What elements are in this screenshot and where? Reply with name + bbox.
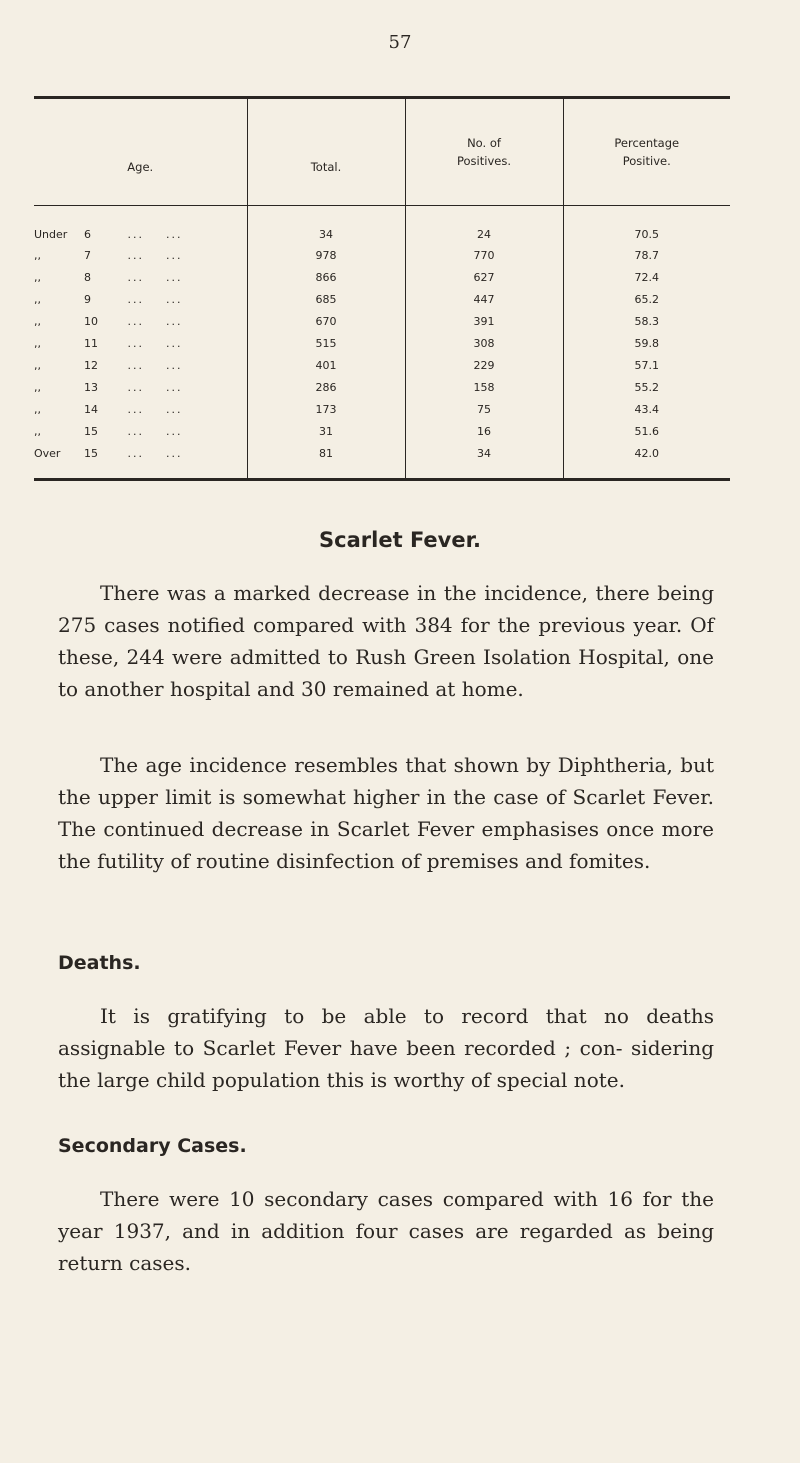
age-value: 9 — [84, 292, 91, 306]
age-value: 6 — [84, 227, 91, 241]
leader-dots: ... — [127, 402, 144, 416]
age-cell — [34, 244, 247, 266]
age-cell — [34, 442, 247, 478]
leader-dots: ... — [127, 336, 144, 350]
header-percentage — [563, 99, 730, 206]
leader-dots: ... — [165, 402, 183, 416]
age-value: 13 — [84, 380, 98, 394]
scarlet-fever-paragraph-2: The age incidence resembles that shown by Diphtheria, but the upper limit is somewhat higher in the case of Scarlet Fever. The continued decrease in Scarlet Fever emphasises once more the futility of routine disinfection of premises and fomites. — [58, 753, 714, 873]
header-percentage-line2: Positive. — [622, 154, 671, 168]
positives-cell: 229 — [405, 354, 563, 376]
table-row — [34, 420, 730, 442]
leader-dots: ... — [165, 336, 183, 350]
leader-dots: ... — [127, 227, 144, 241]
leader-dots: ... — [165, 446, 183, 460]
leader-dots: ... — [127, 380, 144, 394]
positives-cell: 447 — [405, 288, 563, 310]
percentage-cell: 72.4 — [563, 266, 730, 288]
table-row — [34, 288, 730, 310]
percentage-cell: 59.8 — [563, 332, 730, 354]
header-positives — [405, 99, 563, 206]
leader-dots: ... — [165, 358, 183, 372]
positives-cell: 158 — [405, 376, 563, 398]
positives-cell: 75 — [405, 398, 563, 420]
age-prefix: ,, — [34, 424, 41, 438]
leader-dots: ... — [127, 446, 144, 460]
leader-dots: ... — [165, 227, 183, 241]
leader-dots: ... — [165, 270, 183, 284]
table-row — [34, 310, 730, 332]
age-prefix: ,, — [34, 248, 41, 262]
total-cell: 515 — [247, 332, 405, 354]
header-total: Total. — [247, 99, 405, 206]
positives-cell: 770 — [405, 244, 563, 266]
leader-dots: ... — [127, 358, 144, 372]
age-results-table — [34, 96, 730, 481]
total-cell: 670 — [247, 310, 405, 332]
age-value: 15 — [84, 446, 98, 460]
percentage-cell: 65.2 — [563, 288, 730, 310]
section-title-scarlet-fever: Scarlet Fever. — [319, 528, 481, 552]
header-age: Age. — [34, 99, 247, 206]
leader-dots: ... — [165, 248, 183, 262]
total-cell: 34 — [247, 206, 405, 245]
table-row — [34, 398, 730, 420]
secondary-cases-paragraph: There were 10 secondary cases compared with 16 for the year 1937, and in addition four cases are regarded as being return cases. — [58, 1187, 714, 1275]
age-cell — [34, 206, 247, 245]
table-row — [34, 442, 730, 478]
age-prefix: ,, — [34, 270, 41, 284]
age-cell — [34, 354, 247, 376]
age-prefix: ,, — [34, 336, 41, 350]
percentage-cell: 70.5 — [563, 206, 730, 245]
table-row — [34, 206, 730, 245]
total-cell: 286 — [247, 376, 405, 398]
leader-dots: ... — [165, 380, 183, 394]
deaths-paragraph: It is gratifying to be able to record that no deaths assignable to Scarlet Fever have been recorded ; con- sidering the large child population this is worthy of special note. — [58, 1004, 714, 1092]
age-prefix: ,, — [34, 380, 41, 394]
leader-dots: ... — [165, 292, 183, 306]
leader-dots: ... — [127, 424, 144, 438]
age-cell — [34, 332, 247, 354]
total-cell: 978 — [247, 244, 405, 266]
positives-cell: 34 — [405, 442, 563, 478]
header-positives-line1: No. of — [467, 136, 501, 150]
age-cell — [34, 288, 247, 310]
subheading-deaths: Deaths. — [58, 952, 141, 974]
age-prefix: ,, — [34, 358, 41, 372]
total-cell: 31 — [247, 420, 405, 442]
percentage-cell: 42.0 — [563, 442, 730, 478]
percentage-cell: 58.3 — [563, 310, 730, 332]
total-cell: 401 — [247, 354, 405, 376]
table-row — [34, 354, 730, 376]
percentage-cell: 78.7 — [563, 244, 730, 266]
age-cell — [34, 266, 247, 288]
table-row — [34, 244, 730, 266]
positives-cell: 627 — [405, 266, 563, 288]
age-value: 14 — [84, 402, 98, 416]
percentage-cell: 55.2 — [563, 376, 730, 398]
percentage-cell: 57.1 — [563, 354, 730, 376]
scarlet-fever-paragraph-1: There was a marked decrease in the incidence, there being 275 cases notified compared with 384 for the previous year. Of these, 244 were admitted to Rush Green Isolation Hospital, one to another hospital and 30 remained at home. — [58, 581, 714, 701]
leader-dots: ... — [165, 424, 183, 438]
age-value: 7 — [84, 248, 91, 262]
age-cell — [34, 420, 247, 442]
age-cell — [34, 398, 247, 420]
table-body — [34, 206, 730, 479]
leader-dots: ... — [127, 270, 144, 284]
age-prefix: Over — [34, 446, 61, 460]
percentage-cell: 43.4 — [563, 398, 730, 420]
table-header-row — [34, 99, 730, 206]
positives-cell: 24 — [405, 206, 563, 245]
age-value: 15 — [84, 424, 98, 438]
age-cell — [34, 310, 247, 332]
header-positives-line2: Positives. — [457, 154, 511, 168]
age-cell — [34, 376, 247, 398]
age-prefix: Under — [34, 227, 68, 241]
header-percentage-line1: Percentage — [614, 136, 680, 150]
total-cell: 866 — [247, 266, 405, 288]
positives-cell: 16 — [405, 420, 563, 442]
leader-dots: ... — [127, 314, 144, 328]
age-value: 10 — [84, 314, 98, 328]
percentage-cell: 51.6 — [563, 420, 730, 442]
positives-cell: 391 — [405, 310, 563, 332]
age-value: 12 — [84, 358, 98, 372]
table-row — [34, 332, 730, 354]
total-cell: 173 — [247, 398, 405, 420]
age-value: 8 — [84, 270, 91, 284]
subheading-secondary-cases: Secondary Cases. — [58, 1135, 247, 1157]
leader-dots: ... — [127, 292, 144, 306]
page-number: 57 — [388, 32, 412, 53]
leader-dots: ... — [127, 248, 144, 262]
age-value: 11 — [84, 336, 98, 350]
table-row — [34, 376, 730, 398]
leader-dots: ... — [165, 314, 183, 328]
age-prefix: ,, — [34, 314, 41, 328]
total-cell: 81 — [247, 442, 405, 478]
age-prefix: ,, — [34, 292, 41, 306]
total-cell: 685 — [247, 288, 405, 310]
table-row — [34, 266, 730, 288]
age-prefix: ,, — [34, 402, 41, 416]
positives-cell: 308 — [405, 332, 563, 354]
